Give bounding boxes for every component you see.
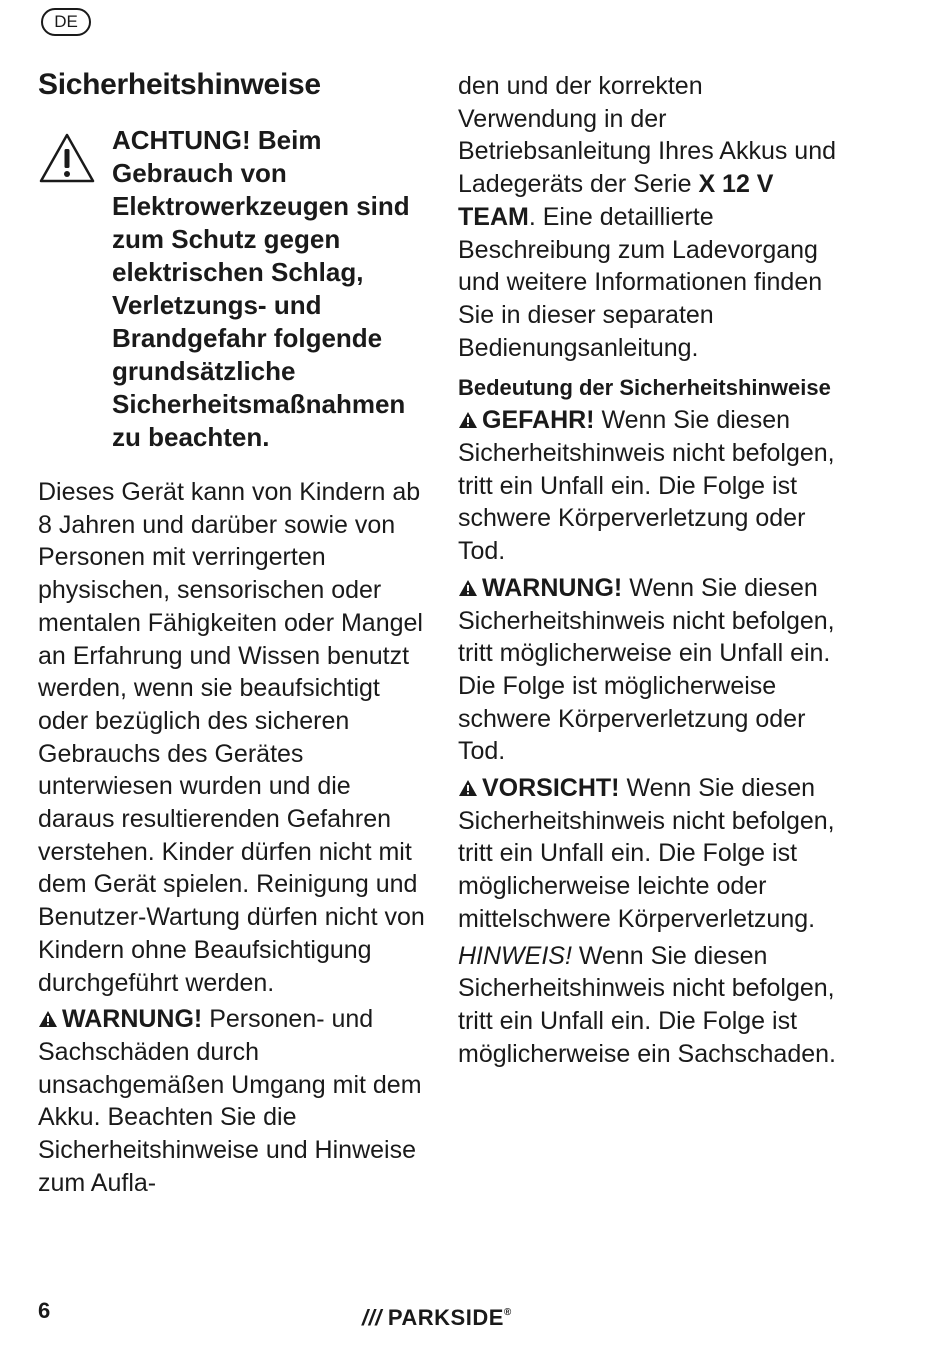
right-column [458, 70, 838, 1070]
children-safety-paragraph: Dieses Gerät kann von Kindern ab 8 Jahren und darüber sowie von Personen mit verringerten physischen, sensorischen oder mentalen Fähigkeiten oder Mangel an Erfahrung und Wissen benutzt werden, wenn sie beaufsichtigt oder bezüglich des sicheren Gebrauchs des Gerätes unterwiesen wurden und die daraus resultierenden Gefahren verstehen. Kinder dürfen nicht mit dem Gerät spielen. Reinigung und Benutzer-Wartung dürfen nicht von Kindern ohne Beaufsichtigung durchgeführt werden. [38, 478, 425, 997]
caution-paragraph [458, 772, 838, 936]
page-number: 6 [38, 1298, 51, 1323]
caution-text: ACHTUNG! Beim Gebrauch von Elektrowerkzeugen sind zum Schutz gegen elektrischen Schlag, Verletzungs- und Brandgefahr folgende grundsätzliche Sicherheitsmaßnahmen zu beachten. [112, 125, 410, 452]
warning-triangle-icon [458, 579, 478, 597]
left-column [38, 68, 428, 1199]
caution-block [38, 124, 428, 454]
continuation-text: den und der korrekten Verwendung in der Betriebsanleitung Ihres Akkus und Ladegeräts der Serie [458, 72, 837, 199]
warning-triangle-icon [38, 132, 96, 184]
language-badge: DE [41, 8, 91, 36]
warning-paragraph [458, 572, 838, 768]
warning-triangle-icon [458, 411, 478, 429]
brand-logo [362, 1305, 512, 1331]
notice-paragraph [458, 940, 838, 1071]
battery-continuation-paragraph [458, 70, 838, 364]
warning-triangle-icon [458, 779, 478, 797]
danger-text: Wenn Sie diesen Sicherheitshinweis nicht befolgen, tritt ein Unfall ein. Die Folge ist schwere Körperverletzung oder Tod. [458, 406, 835, 566]
caution-text: Wenn Sie diesen Sicherheitshinweis nicht befolgen, tritt ein Unfall ein. Die Folge ist möglicherweise leichte oder mittelschwere Körperverletzung. [458, 774, 835, 933]
warning-triangle-icon [38, 1010, 58, 1028]
section-title: Sicherheitshinweise [38, 68, 321, 101]
caution-keyword: VORSICHT! [482, 774, 620, 803]
notice-keyword: HINWEIS! [458, 941, 572, 970]
continuation-text-end: . Eine detaillierte Beschreibung zum Ladevorgang und weitere Informationen finden Sie in dieser separaten Bedienungsanleitung. [458, 202, 823, 362]
brand-slashes: /// [362, 1305, 382, 1330]
series-name: X 12 V TEAM [458, 170, 774, 231]
warning-keyword: WARNUNG! [482, 573, 623, 602]
safety-meaning-subheading: Bedeutung der Sicherheitshinweise [458, 375, 831, 401]
warning-text: Personen- und Sachschäden durch unsachgemäßen Umgang mit dem Akku. Beachten Sie die Sicherheitshinweise und Hinweise zum Aufla- [38, 1005, 422, 1197]
notice-text: Wenn Sie diesen Sicherheitshinweis nicht befolgen, tritt ein Unfall ein. Die Folge ist möglicherweise ein Sachschaden. [458, 941, 836, 1068]
battery-warning-paragraph [38, 1003, 428, 1199]
danger-paragraph [458, 404, 838, 568]
warning-text: Wenn Sie diesen Sicherheitshinweis nicht befolgen, tritt möglicherweise ein Unfall ein. Die Folge ist möglicherweise schwere Körperverletzung oder Tod. [458, 573, 835, 766]
registered-mark: ® [503, 1307, 512, 1318]
warning-keyword: WARNUNG! [62, 1005, 203, 1034]
danger-keyword: GEFAHR! [482, 406, 595, 435]
brand-name: PARKSIDE [387, 1305, 504, 1330]
